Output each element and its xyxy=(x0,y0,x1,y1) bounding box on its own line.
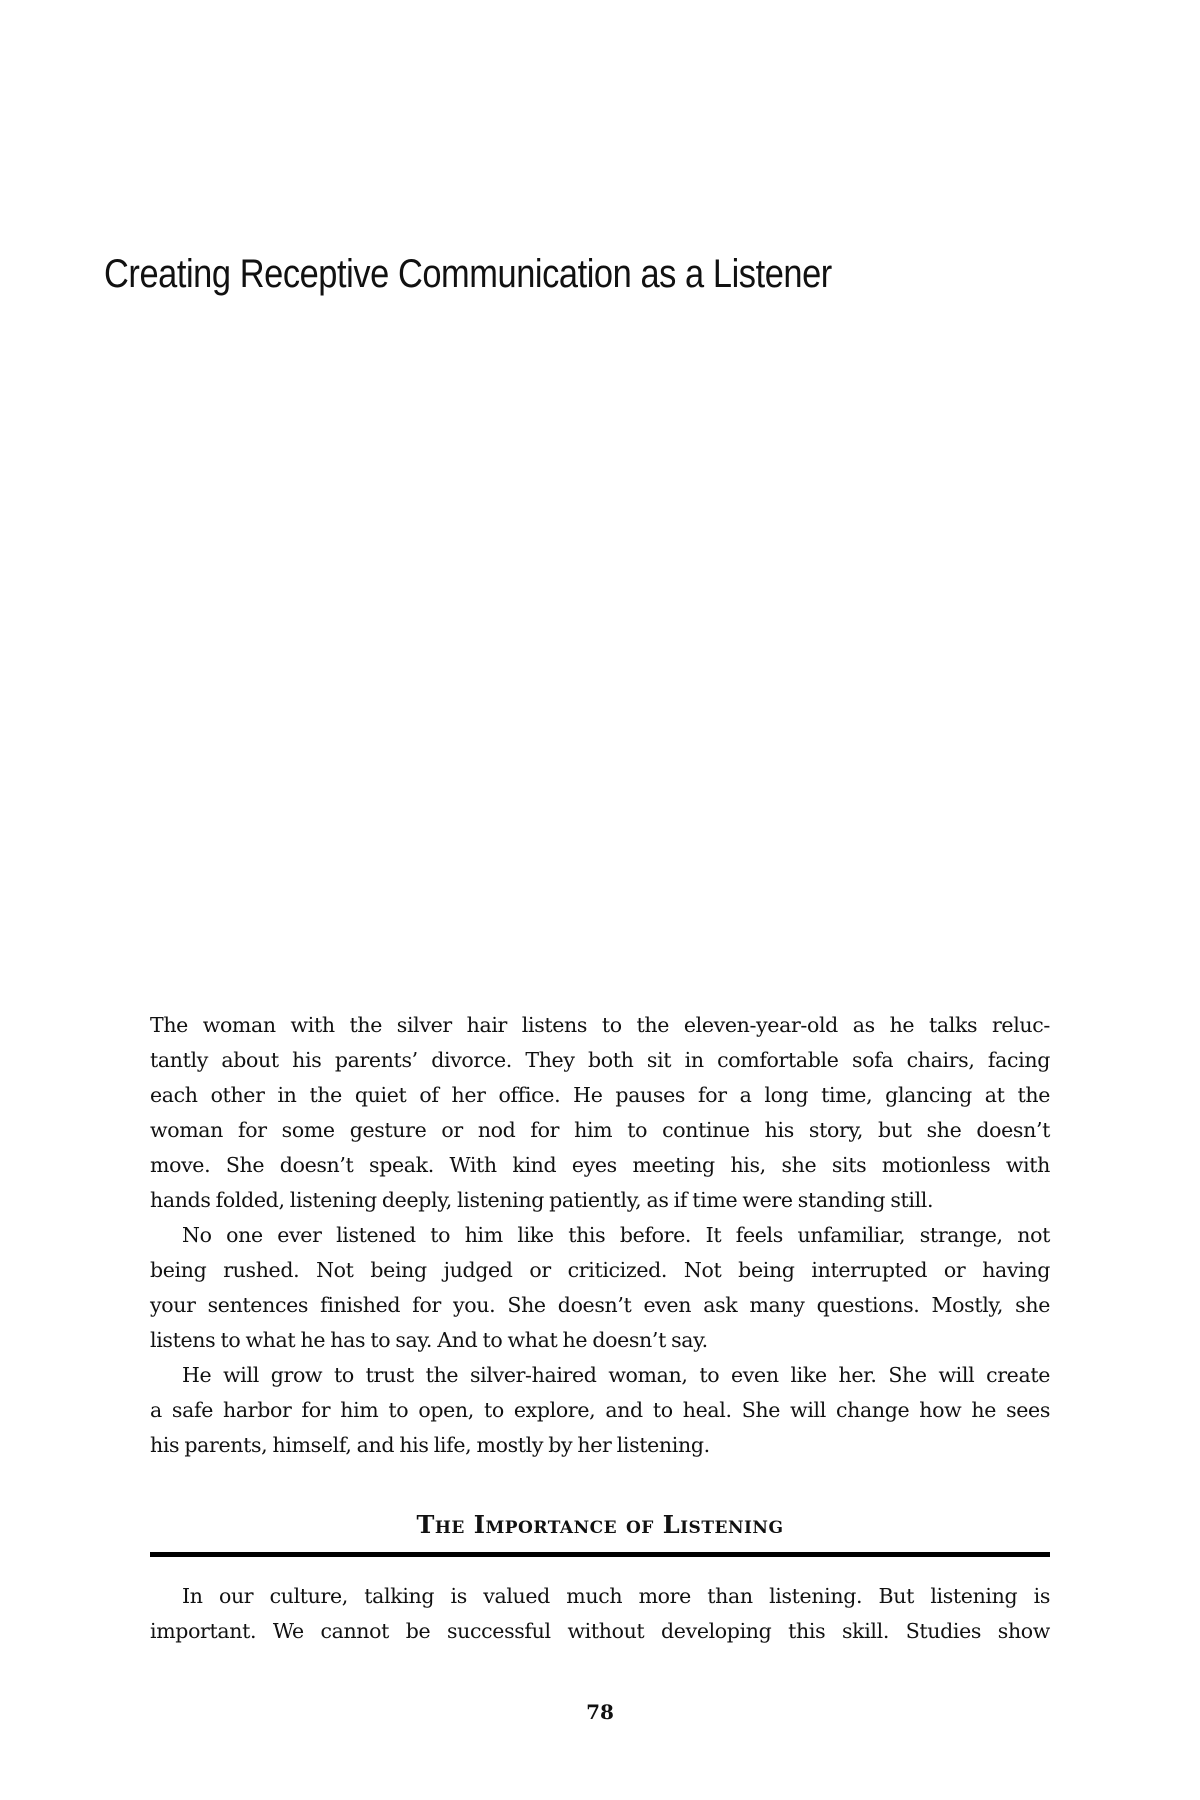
text-line: No one ever listened to him like this before. It feels unfamiliar, strange, not xyxy=(182,1223,1050,1247)
text-line: your sentences finished for you. She doesn’t even ask many questions. Mostly, she xyxy=(150,1293,1050,1317)
text-line: He will grow to trust the silver-haired woman, to even like her. She will create xyxy=(182,1363,1050,1387)
text-line: tantly about his parents’ divorce. They both sit in comfortable sofa chairs, facing xyxy=(150,1048,1050,1072)
text-line: each other in the quiet of her office. He pauses for a long time, glancing at the xyxy=(150,1083,1050,1107)
text-line: hands folded, listening deeply, listening patiently, as if time were standing still. xyxy=(150,1188,934,1212)
section-heading: The Importance of Listening xyxy=(416,1510,784,1539)
text-line: woman for some gesture or nod for him to continue his story, but she doesn’t xyxy=(150,1118,1050,1142)
text-line: being rushed. Not being judged or criticized. Not being interrupted or having xyxy=(150,1258,1050,1282)
section-divider xyxy=(150,1552,1050,1557)
text-line: important. We cannot be successful without developing this skill. Studies show xyxy=(150,1619,1050,1643)
text-line: In our culture, talking is valued much more than listening. But listening is xyxy=(182,1584,1050,1608)
page-number: 78 xyxy=(586,1700,614,1724)
text-line: his parents, himself, and his life, mostly by her listening. xyxy=(150,1433,710,1457)
chapter-title: Creating Receptive Communication as a Listener xyxy=(104,252,832,296)
text-line: move. She doesn’t speak. With kind eyes meeting his, she sits motionless with xyxy=(150,1153,1050,1177)
text-line: listens to what he has to say. And to what he doesn’t say. xyxy=(150,1328,708,1352)
text-line: The woman with the silver hair listens to the eleven-year-old as he talks reluc- xyxy=(150,1013,1050,1037)
text-line: a safe harbor for him to open, to explore, and to heal. She will change how he sees xyxy=(150,1398,1050,1422)
